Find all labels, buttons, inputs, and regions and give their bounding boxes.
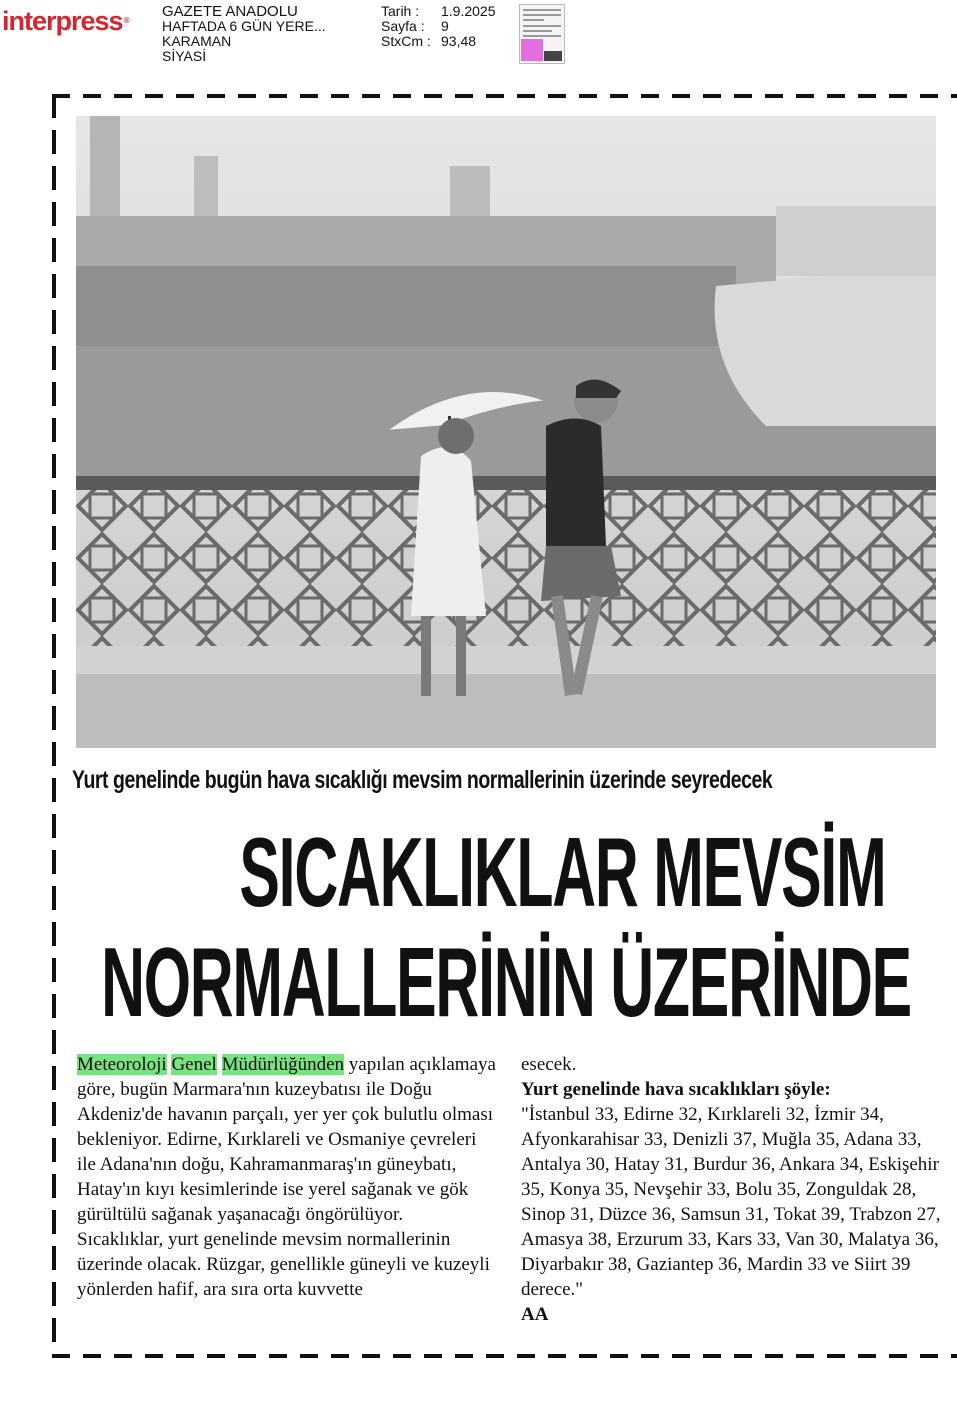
paragraph-continuation: esecek. xyxy=(521,1054,577,1075)
registered-mark: ® xyxy=(123,16,129,25)
frame-top-border xyxy=(52,94,957,98)
publication-name: GAZETE ANADOLU xyxy=(162,3,298,20)
clipping-location-marker xyxy=(521,39,543,61)
page-row xyxy=(381,19,496,34)
stxcm-label: StxCm : xyxy=(381,33,431,49)
paragraph-intro-text: yapılan açıklamaya göre, bugün Marmara'nın kuzeybatısı ile Doğu Akdeniz'de havanın parçalı, yer yer çok bulutlu olması bekleniyor. Edirne, Kırklareli ve Osmaniye çevreleri ile Adana'nın doğu, Kahramanmaraş'ın güneybatı, Hatay'ın kıyı kesimlerinde ise yerel sağanak ve gök gürültülü sağanak yaşanacağı öngörülüyor. xyxy=(77,1054,496,1225)
temperature-list-heading: Yurt genelinde hava sıcaklıkları şöyle: xyxy=(521,1079,831,1100)
article-photo xyxy=(76,116,936,748)
article-headline xyxy=(76,818,936,1038)
article-column-2 xyxy=(521,1052,941,1327)
date-row xyxy=(381,4,496,19)
news-source: AA xyxy=(521,1304,549,1325)
page-value: 9 xyxy=(441,18,449,34)
paragraph-intro xyxy=(77,1052,497,1227)
clipping-meta xyxy=(381,4,496,49)
photo-illustration xyxy=(76,116,936,748)
highlighted-term: Müdürlüğünden xyxy=(221,1054,345,1075)
publication-section: SİYASİ xyxy=(162,48,207,64)
headline-line-1: SICAKLIKLAR MEVSİM xyxy=(239,817,886,927)
page-label: Sayfa : xyxy=(381,18,425,34)
frame-bottom-border xyxy=(52,1354,957,1358)
article-kicker: Yurt genelinde bugün hava sıcaklığı mevsim normallerinin üzerinde seyredecek xyxy=(72,766,773,794)
stxcm-value: 93,48 xyxy=(441,33,477,49)
date-value: 1.9.2025 xyxy=(441,3,496,19)
article-column-1 xyxy=(77,1052,497,1302)
date-label: Tarih : xyxy=(381,3,420,19)
headline-line-2: NORMALLERİNİN ÜZERİNDE xyxy=(101,927,911,1037)
highlighted-term: Meteoroloji xyxy=(77,1054,167,1075)
temperature-list: "İstanbul 33, Edirne 32, Kırklareli 32, İzmir 34, Afyonkarahisar 33, Denizli 37, Muğla 35, Adana 33, Antalya 30, Hatay 31, Burdur 36, Ankara 34, Eskişehir 35, Konya 35, Nevşehir 33, Bolu 35, Zonguldak 28, Sinop 31, Düzce 36, Samsun 31, Tokat 39, Trabzon 27, Amasya 38, Erzurum 33, Kars 33, Van 30, Malatya 36, Diyarbakır 38, Gaziantep 36, Mardin 33 ve Siirt 39 derece." xyxy=(521,1104,941,1300)
paragraph-temperatures: Sıcaklıklar, yurt genelinde mevsim normallerinin üzerinde olacak. Rüzgar, genellikle güneyli ve kuzeyli yönlerden hafif, ara sıra orta kuvvette xyxy=(77,1229,490,1300)
publication-city: KARAMAN xyxy=(162,33,232,49)
stxcm-row xyxy=(381,34,496,49)
page-thumbnail[interactable] xyxy=(519,4,565,64)
publication-frequency: HAFTADA 6 GÜN YERE... xyxy=(162,18,326,34)
logo-text: interpress xyxy=(2,6,123,36)
highlighted-term: Genel xyxy=(171,1054,217,1075)
interpress-logo xyxy=(2,6,128,36)
publication-info xyxy=(162,4,326,64)
frame-left-border xyxy=(52,94,56,1358)
